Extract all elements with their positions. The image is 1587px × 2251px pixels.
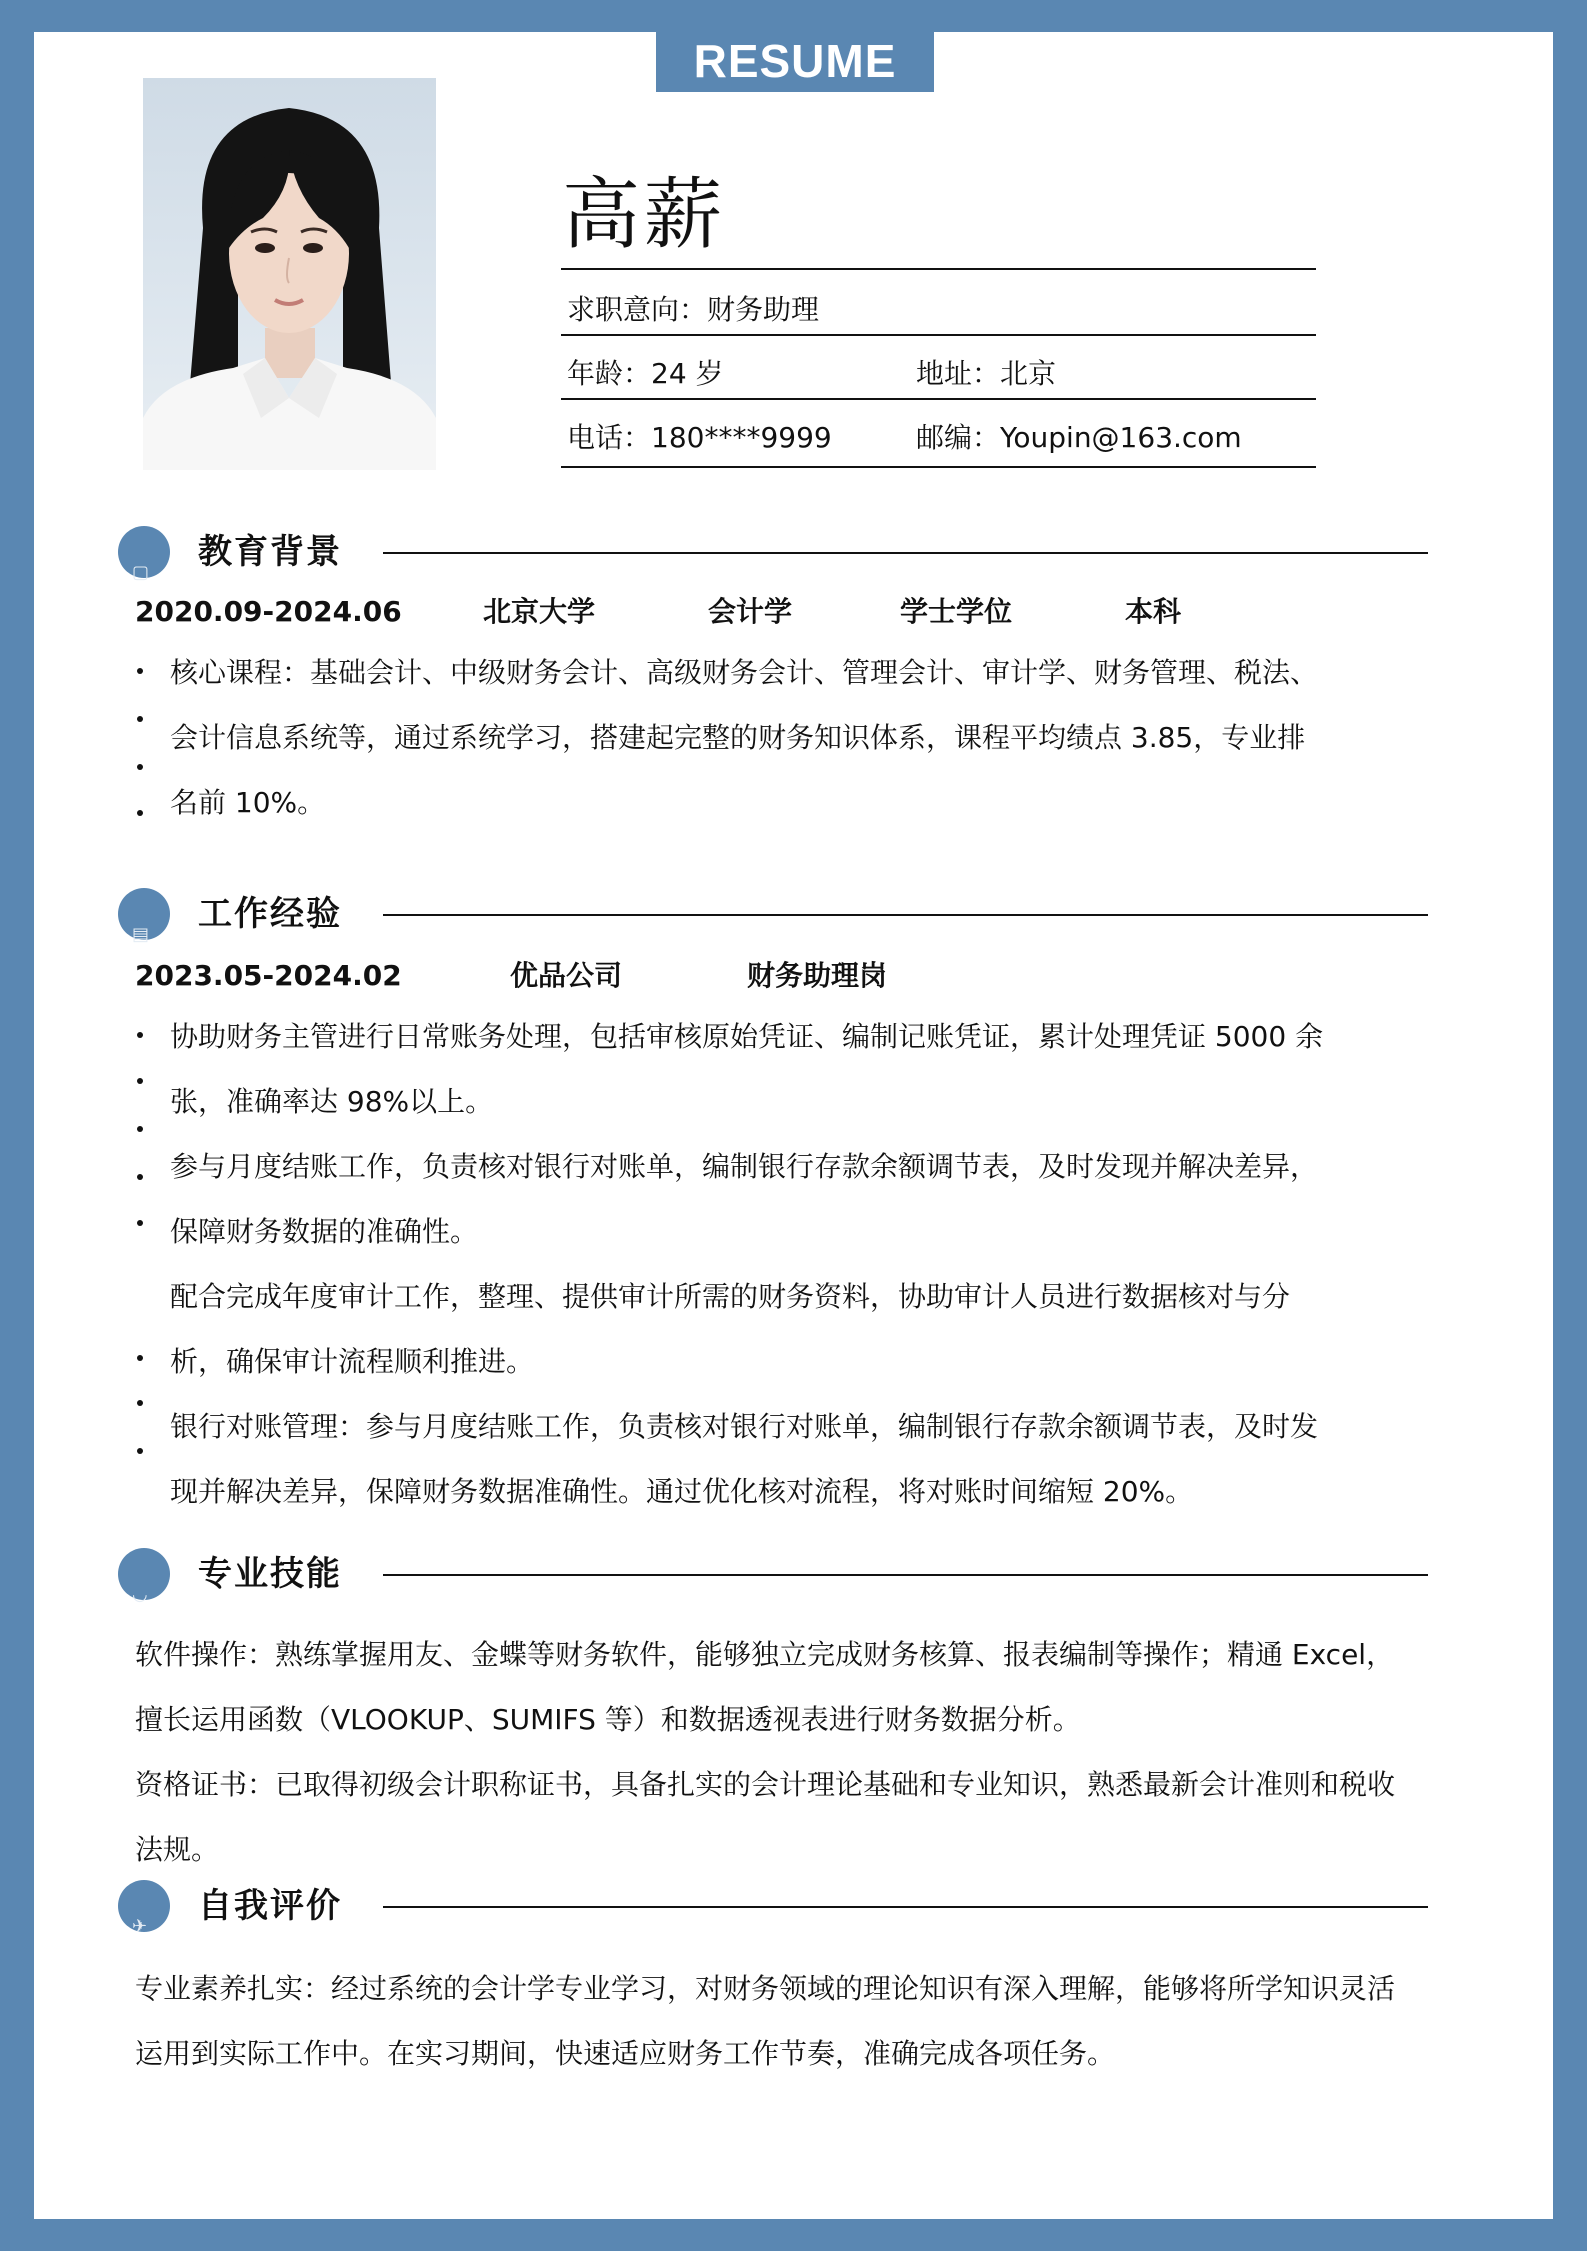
education-period: 2020.09-2024.06 xyxy=(135,595,402,628)
resume-tab: RESUME xyxy=(656,30,934,92)
skills-software: 软件操作：熟练掌握用友、金蝶等财务软件，能够独立完成财务核算、报表编制等操作；精通 Excel，擅长运用函数（VLOOKUP、SUMIFS 等）和数据透视表进行财务数据分析。 xyxy=(135,1638,1395,1736)
bullet-dot-icon xyxy=(137,1078,143,1084)
job-intent: 求职意向：财务助理 xyxy=(567,293,820,326)
portrait-illustration xyxy=(143,78,436,470)
bullet-dot-icon xyxy=(137,716,143,722)
section-rule xyxy=(383,1906,1428,1908)
self-evaluation-section-header xyxy=(118,1876,1428,1936)
experience-period: 2023.05-2024.02 xyxy=(135,959,402,992)
section-title: 自我评价 xyxy=(198,1886,342,1926)
experience-item: 参与月度结账工作，负责核对银行对账单，编制银行存款余额调节表，及时发现并解决差异，保障财务数据的准确性。 xyxy=(170,1150,1319,1248)
education-level: 本科 xyxy=(1125,595,1182,628)
section-dot-icon: ▤ xyxy=(118,888,170,940)
portrait-photo xyxy=(143,78,436,470)
section-rule xyxy=(383,1574,1428,1576)
age: 年龄：24 岁 xyxy=(567,357,724,390)
experience-item: 协助财务主管进行日常账务处理，包括审核原始凭证、编制记账凭证，累计处理凭证 5000 余张，准确率达 98%以上。 xyxy=(170,1020,1324,1118)
section-title: 工作经验 xyxy=(198,894,342,934)
bullet-dot-icon xyxy=(137,1400,143,1406)
section-rule xyxy=(383,914,1428,916)
bullet-dot-icon xyxy=(137,1126,143,1132)
bullet-dot-icon xyxy=(137,1448,143,1454)
bullet-dot-icon xyxy=(137,1220,143,1226)
education-degree: 学士学位 xyxy=(900,595,1013,628)
education-section-header xyxy=(118,522,1428,582)
email: 邮编：Youpin@163.com xyxy=(916,421,1242,454)
education-major: 会计学 xyxy=(708,595,793,628)
experience-item: 银行对账管理：参与月度结账工作，负责核对银行对账单，编制银行存款余额调节表，及时发现并解决差异，保障财务数据准确性。通过优化核对流程，将对账时间缩短 20%。 xyxy=(170,1410,1319,1508)
bullet-dot-icon xyxy=(137,668,143,674)
skills-section-header xyxy=(118,1544,1428,1604)
info-row-contact xyxy=(567,418,1242,458)
education-description: 核心课程：基础会计、中级财务会计、高级财务会计、管理会计、审计学、财务管理、税法、会计信息系统等，通过系统学习，搭建起完整的财务知识体系，课程平均绩点 3.85，专业排名前 10%。 xyxy=(170,656,1319,819)
info-divider xyxy=(561,268,1316,270)
section-dot-icon: ▢ xyxy=(118,526,170,578)
candidate-name: 高薪 xyxy=(562,170,727,260)
experience-position: 财务助理岗 xyxy=(747,959,888,992)
info-divider xyxy=(561,466,1316,468)
info-divider xyxy=(561,334,1316,336)
experience-section-header xyxy=(118,884,1428,944)
bullet-dot-icon xyxy=(137,1032,143,1038)
section-rule xyxy=(383,552,1428,554)
skills-certificate: 资格证书：已取得初级会计职称证书，具备扎实的会计理论基础和专业知识，熟悉最新会计准则和税收法规。 xyxy=(135,1768,1396,1866)
bullet-dot-icon xyxy=(137,810,143,816)
bullet-dot-icon xyxy=(137,764,143,770)
section-dot-icon: ◡ xyxy=(118,1548,170,1600)
info-divider xyxy=(561,398,1316,400)
self-evaluation-text: 专业素养扎实：经过系统的会计学专业学习，对财务领域的理论知识有深入理解，能够将所学知识灵活运用到实际工作中。在实习期间，快速适应财务工作节奏，准确完成各项任务。 xyxy=(135,1972,1396,2070)
section-title: 教育背景 xyxy=(198,532,342,572)
section-dot-icon: ✈ xyxy=(118,1880,170,1932)
education-school: 北京大学 xyxy=(483,595,596,628)
bullet-dot-icon xyxy=(137,1174,143,1180)
experience-company: 优品公司 xyxy=(510,959,623,992)
experience-item: 配合完成年度审计工作，整理、提供审计所需的财务资料，协助审计人员进行数据核对与分析，确保审计流程顺利推进。 xyxy=(170,1280,1291,1378)
section-title: 专业技能 xyxy=(198,1554,342,1594)
phone: 电话：180****9999 xyxy=(567,421,832,454)
bullet-dot-icon xyxy=(137,1355,143,1361)
address: 地址：北京 xyxy=(916,357,1057,390)
info-row-age xyxy=(567,354,1057,394)
